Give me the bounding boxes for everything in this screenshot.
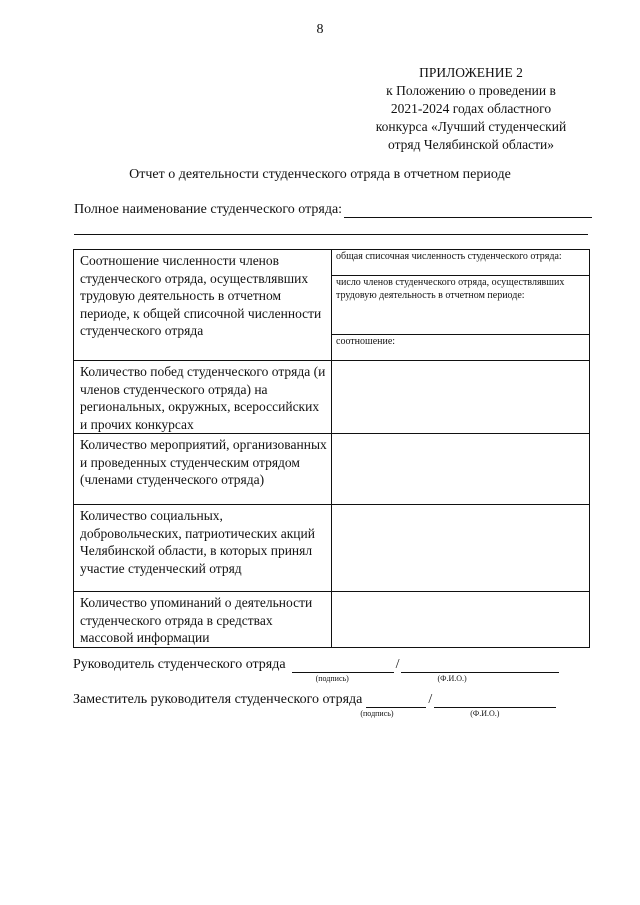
name-hint: (Ф.И.О.)	[437, 674, 467, 683]
table-row	[74, 250, 590, 361]
appendix-title: ПРИЛОЖЕНИЕ 2	[419, 65, 523, 80]
member-ratio-subfields	[332, 250, 590, 361]
full-name-blank-line[interactable]	[344, 203, 592, 218]
leader-signature-blank[interactable]	[292, 658, 394, 683]
full-name-label: Полное наименование студенческого отряда:	[74, 202, 343, 217]
full-name-blank-line-2[interactable]	[74, 234, 588, 235]
row-label-victories: Количество побед студенческого отряда (и членов студенческого отряда) на региональных, окружных, всероссийских и прочих конкурсах	[74, 361, 332, 434]
subfield-total-members[interactable]: общая списочная численность студенческого отряда:	[332, 250, 589, 276]
name-hint: (Ф.И.О.)	[470, 709, 500, 718]
value-cell-actions[interactable]	[332, 505, 590, 592]
deputy-signature-line	[73, 692, 556, 718]
row-label-actions: Количество социальных, добровольческих, патриотических акций Челябинской области, в которых принял участие студенческий отряд	[74, 505, 332, 592]
row-label-media: Количество упоминаний о деятельности студенческого отряда в средствах массовой информации	[74, 592, 332, 648]
deputy-signature-blank[interactable]	[360, 693, 426, 718]
subfield-working-members[interactable]: число членов студенческого отряда, осуществлявших трудовую деятельность в отчетном периоде:	[332, 276, 589, 335]
leader-signature-line	[73, 657, 559, 683]
appendix-line: к Положению о проведении в	[386, 83, 556, 98]
appendix-line: отряд Челябинской области»	[388, 137, 554, 152]
appendix-line: конкурса «Лучший студенческий	[375, 119, 567, 134]
table-row	[74, 434, 590, 505]
value-cell-media[interactable]	[332, 592, 590, 648]
subfield-ratio[interactable]: соотношение:	[336, 336, 396, 347]
page-number: 8	[316, 22, 324, 37]
signature-hint: (подпись)	[315, 674, 349, 683]
appendix-header	[360, 64, 582, 154]
report-title: Отчет о деятельности студенческого отряда в отчетном периоде	[129, 167, 511, 182]
leader-name-blank[interactable]	[401, 658, 559, 683]
appendix-line: 2021-2024 годах областного	[390, 101, 552, 116]
table-row	[74, 361, 590, 434]
value-cell-events[interactable]	[332, 434, 590, 505]
report-table	[73, 249, 590, 648]
row-label-member-ratio: Соотношение численности членов студенческого отряда, осуществлявших трудовую деятельность в отчетном периоде, к общей списочной численности студенческого отряда	[74, 250, 332, 361]
full-name-field	[74, 202, 592, 218]
signature-hint: (подпись)	[360, 709, 394, 718]
separator: /	[428, 692, 433, 707]
deputy-name-blank[interactable]	[434, 693, 556, 718]
leader-label: Руководитель студенческого отряда	[73, 657, 286, 672]
separator: /	[395, 657, 400, 672]
row-label-events: Количество мероприятий, организованных и проведенных студенческим отрядом (членами студенческого отряда)	[74, 434, 332, 505]
table-row	[74, 592, 590, 648]
table-row	[74, 505, 590, 592]
value-cell-victories[interactable]	[332, 361, 590, 434]
deputy-label: Заместитель руководителя студенческого отряда	[73, 692, 363, 707]
